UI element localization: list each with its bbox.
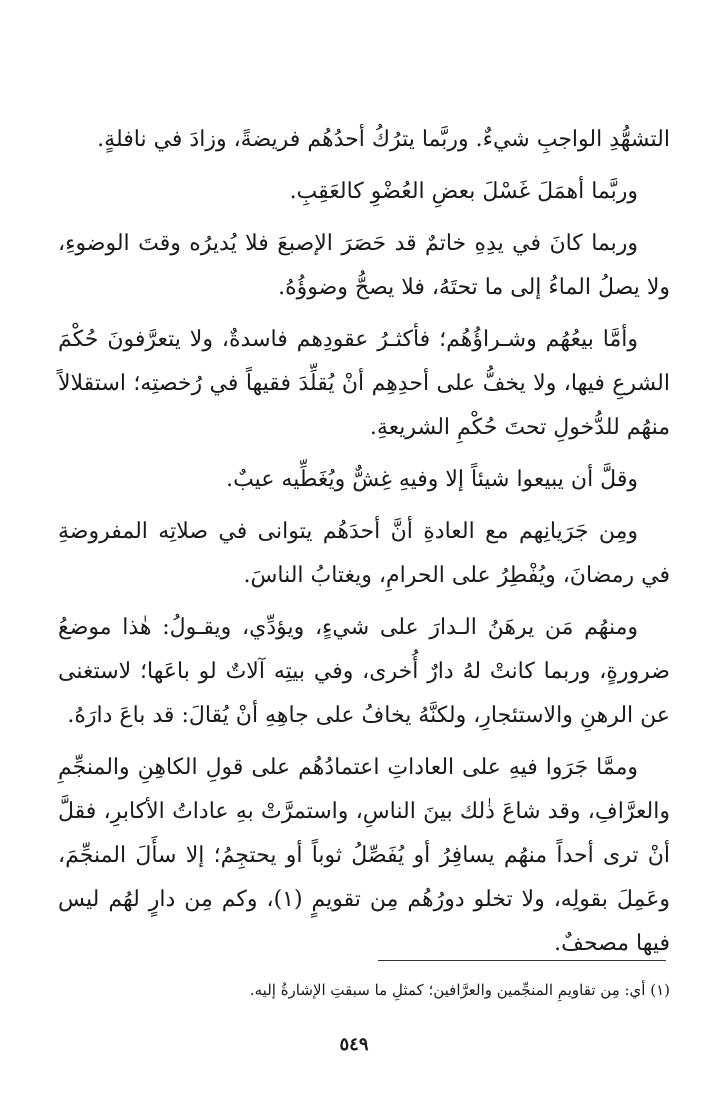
paragraph-7: ومنهُم مَن يرهَنُ الـدارَ على شيءٍ، ويؤدِّي، ويقـولُ: هٰذا موضعُ ضرورةٍ، وربما كانتْ لهُ دارٌ أُخرى، وفي بيتِه آلاتٌ لو باعَها؛ لاستغنى عن الرهنِ والاستئجارِ، ولكنَّهُ يخافُ على جاهِهِ أنْ يُقالَ: قد باعَ دارَهُ. xyxy=(58,615,670,728)
paragraph-6: ومِن جَرَيانِهم مع العادةِ أنَّ أحدَهُم يتوانى في صلاتِه المفروضةِ في رمضانَ، ويُفْطِرُ على الحرامِ، ويغتابُ الناسَ. xyxy=(58,519,670,588)
paragraph-1: التشهُّدِ الواجبِ شيءٌ. وربَّما يترُكُ أحدُهُم فريضةً، وزادَ في نافلةٍ. xyxy=(97,127,670,152)
footnote: (١) أي: مِن تقاويمِ المنجِّمين والعرَّافين؛ كمثلِ ما سبقتِ الإشارةُ إليه. xyxy=(249,981,670,999)
paragraph-4: وأمَّا بيعُهُم وشـراؤُهُم؛ فأكثـرُ عقودِهم فاسدةٌ، ولا يتعرَّفونَ حُكْمَ الشرعِ فيها، ولا يخفُّ على أحدِهِم أنْ يُقلِّدَ فقيهاً في رُخصتِه؛ استقلالاً منهُم للدُّخولِ تحتَ حُكْمِ الشريعةِ. xyxy=(58,327,670,440)
paragraph-5: وقلَّ أن يبيعوا شيئاً إلا وفيهِ غِشٌّ ويُغَطِّيه عيبٌ. xyxy=(226,467,638,492)
page-number: ٥٤٩ xyxy=(339,1034,369,1055)
paragraph-8: وممَّا جَرَوا فيهِ على العاداتِ اعتمادُهُم على قولِ الكاهِنِ والمنجِّمِ والعرَّافِ، وقد شاعَ ذٰلك بينَ الناسِ، واستمرَّتْ بهِ عاداتُ الأكابرِ، فقلَّ أنْ ترى أحداً منهُم يسافِرُ أو يُفَصِّلُ ثوباً أو يحتجِمُ؛ إلا سأَلَ المنجِّمَ، وعَمِلَ بقولِه، ولا تخلو دورُهُم مِن تقويمٍ (١)، وكم مِن دارٍ لهُم ليس فيها مصحفٌ. xyxy=(58,755,670,956)
main-text xyxy=(58,118,670,974)
paragraph-2: وربَّما أهمَلَ غَسْلَ بعضِ العُضْوِ كالعَقِبِ. xyxy=(289,179,638,204)
footnote-divider xyxy=(378,960,666,961)
paragraph-3: وربما كانَ في يدِهِ خاتمٌ قد حَصَرَ الإصبعَ فلا يُديرُه وقتَ الوضوءِ، ولا يصلُ الماءُ إلى ما تحتَهُ، فلا يصحُّ وضوؤُهُ. xyxy=(58,231,670,300)
